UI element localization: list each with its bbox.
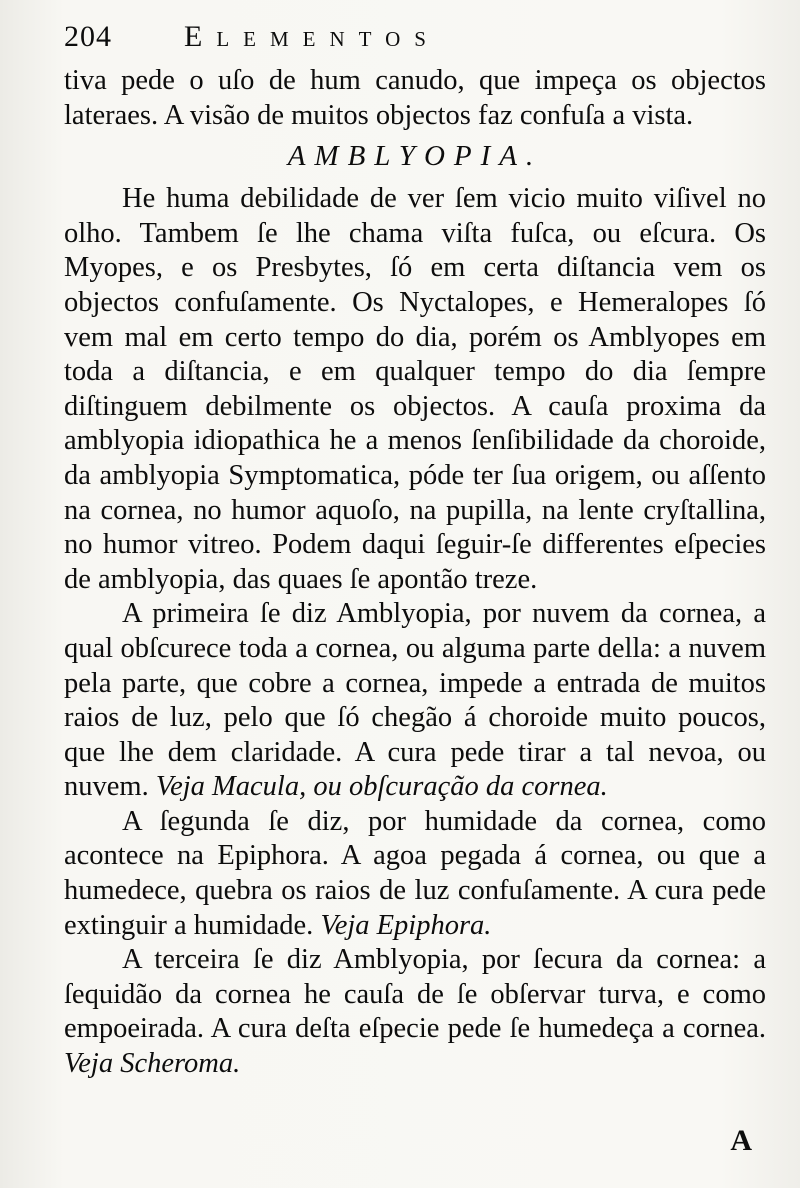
paragraph-text: A primeira ſe diz Amblyopia, por nuvem da cornea, a qual obſcurece toda a cornea, ou alguma parte della: a nuvem pela parte, que cobre a cornea, impede a entrada de muitos raios de luz, pelo que ſó chegão á choroide muito poucos, que lhe dem claridade. A cura pede tirar a tal nevoa, ou nuvem.: [64, 598, 766, 803]
cross-reference: Veja Epiphora.: [320, 909, 492, 941]
intro-paragraph: tiva pede o uſo de hum canudo, que impeça os objectos lateraes. A visão de muitos objectos faz confuſa a vista.: [64, 65, 766, 131]
cross-reference: Veja Macula, ou obſcuração da cornea.: [155, 771, 608, 803]
paragraph-third-species: [64, 943, 766, 1081]
catchword: A: [730, 1124, 752, 1157]
section-title: AMBLYOPIA.: [287, 140, 543, 173]
page-number: 204: [64, 20, 112, 53]
paragraph-text: A ſegunda ſe diz, por humidade da cornea, como acontece na Epiphora. A agoa pegada á cornea, ou que a humedece, quebra os raios de luz confuſamente. A cura pede extinguir a humidade.: [64, 805, 766, 941]
running-title: Elementos: [184, 20, 440, 53]
paragraph-second-species: [64, 805, 766, 943]
cross-reference: Veja Scheroma.: [64, 1048, 241, 1080]
paragraph-definition: He huma debilidade de ver ſem vicio muito viſivel no olho. Tambem ſe lhe chama viſta fuſca, ou eſcura. Os Myopes, e os Presbytes, ſó em certa diſtancia vem os objectos confuſamente. Os Nyctalopes, e Hemeralopes ſó vem mal em certo tempo do dia, porém os Amblyopes em toda a diſtancia, e em qualquer tempo do dia ſempre diſtinguem debilmente os objectos. A cauſa proxima da amblyopia idiopathica he a menos ſenſibilidade da choroide, da amblyopia Symptomatica, póde ter ſua origem, ou aſſento na cornea, no humor aquoſo, na pupilla, na lente cryſtallina, no humor vitreo. Podem daqui ſeguir-ſe differentes eſpecies de amblyopia, das quaes ſe apontão treze.: [64, 183, 766, 595]
page-header: [64, 22, 766, 52]
body-text: [64, 64, 766, 1082]
paragraph-text: A terceira ſe diz Amblyopia, por ſecura da cornea: a ſequidão da cornea he cauſa de ſe obſervar turva, e como empoeirada. A cura deſta eſpecie pede ſe humedeça a cornea.: [64, 944, 766, 1045]
paragraph-first-species: [64, 597, 766, 805]
